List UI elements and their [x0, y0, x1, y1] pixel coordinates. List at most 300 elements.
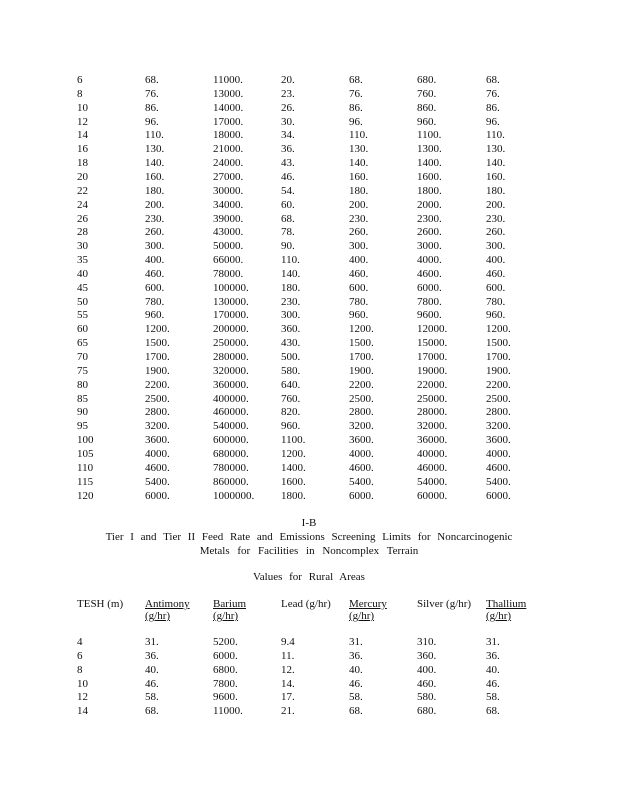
table-cell: 96.	[349, 115, 363, 128]
table-cell: 17000.	[213, 115, 244, 128]
table-cell: 46.	[486, 677, 500, 690]
table-cell: 46.	[349, 677, 363, 690]
table-cell: 4600.	[417, 267, 442, 280]
table-cell: 90.	[281, 240, 295, 253]
table-row	[0, 142, 618, 156]
table-row	[0, 322, 618, 336]
table-row	[0, 663, 618, 677]
table-row	[0, 308, 618, 322]
table-row	[0, 378, 618, 392]
table-cell: 54.	[281, 184, 295, 197]
table-row	[0, 239, 618, 253]
table-cell: 1400.	[281, 461, 306, 474]
table-cell: 5200.	[213, 636, 238, 648]
table-cell: 2500.	[486, 392, 511, 405]
table-cell: 110.	[486, 129, 505, 142]
table-cell: 110.	[349, 129, 368, 142]
table-cell: 2600.	[417, 226, 442, 239]
table-cell: 960.	[417, 115, 437, 128]
table-row	[0, 461, 618, 475]
table-cell: 5400.	[486, 475, 511, 488]
table-cell: 960.	[145, 309, 165, 322]
table-cell: 1600.	[417, 170, 442, 183]
table-cell: 110.	[281, 254, 300, 267]
table-cell: 11.	[281, 649, 295, 662]
table-cell: 21000.	[213, 143, 244, 156]
table-cell: 30000.	[213, 184, 244, 197]
table-row	[0, 447, 618, 461]
table-cell: 200.	[486, 198, 506, 211]
table-cell: 32000.	[417, 420, 448, 433]
table-cell: 2800.	[145, 406, 170, 419]
table-cell: 68.	[349, 705, 363, 718]
table-cell: 68.	[486, 74, 500, 86]
table-cell: 34000.	[213, 198, 244, 211]
table-cell: 12	[77, 691, 88, 704]
table-row	[0, 267, 618, 281]
table-cell: 110	[77, 461, 94, 474]
table-cell: 12	[77, 115, 88, 128]
table-cell: 400.	[145, 254, 165, 267]
table-cell: 6000.	[417, 281, 442, 294]
table-row	[0, 87, 618, 101]
table-row	[0, 212, 618, 226]
table-cell: 35	[77, 254, 88, 267]
table-cell: 860.	[417, 101, 437, 114]
table-cell: 760.	[417, 87, 437, 100]
table-cell: 22	[77, 184, 88, 197]
table-cell: 3600.	[349, 434, 374, 447]
table-cell: 68.	[349, 74, 363, 86]
table-cell: 31.	[349, 636, 363, 648]
table-cell: 40	[77, 267, 88, 280]
table-cell: 16	[77, 143, 88, 156]
table-cell: 1100.	[281, 434, 306, 447]
table-cell: 21.	[281, 705, 295, 718]
table-cell: 5400.	[145, 475, 170, 488]
table-cell: 180.	[486, 184, 506, 197]
table-cell: 46000.	[417, 461, 448, 474]
table-cell: 140.	[281, 267, 301, 280]
table-cell: 40.	[486, 663, 500, 676]
table-cell: 1400.	[417, 157, 442, 170]
table-cell: 280000.	[213, 351, 249, 363]
table-row	[0, 101, 618, 115]
table-cell: 6000.	[213, 649, 238, 662]
table-cell: 960.	[281, 420, 301, 433]
table-cell: 400.	[417, 663, 437, 676]
table-cell: 76.	[145, 87, 159, 100]
table-cell: 130.	[349, 143, 369, 156]
table-cell: 300.	[145, 240, 165, 253]
header-mercury	[349, 598, 387, 622]
table-cell: 960.	[349, 309, 369, 322]
table-cell: 43000.	[213, 226, 244, 239]
table-cell: 200.	[349, 198, 369, 211]
header-lead	[281, 598, 331, 610]
table-cell: 320000.	[213, 364, 249, 377]
table-cell: 430.	[281, 337, 301, 350]
table-cell: 4600.	[349, 461, 374, 474]
table-cell: 200000.	[213, 323, 249, 336]
table-cell: 45	[77, 281, 88, 294]
table-row	[0, 690, 618, 704]
table-cell: 1900.	[349, 364, 374, 377]
table-cell: 50000.	[213, 240, 244, 253]
table-cell: 130.	[145, 143, 165, 156]
table-cell: 20	[77, 170, 88, 183]
table-cell: 260.	[145, 226, 165, 239]
table-cell: 66000.	[213, 254, 244, 267]
table-row	[0, 281, 618, 295]
table-cell: 36.	[281, 143, 295, 156]
table-cell: 18	[77, 157, 88, 170]
table-cell: 160.	[486, 170, 506, 183]
table-cell: 105	[77, 447, 94, 460]
table-cell: 500.	[281, 351, 301, 363]
table-title-line-2: Metals for Facilities in Noncomplex Terrain	[199, 545, 419, 557]
table-row	[0, 649, 618, 663]
table-cell: 300.	[349, 240, 369, 253]
table-cell: 10	[77, 677, 88, 690]
table-cell: 15000.	[417, 337, 448, 350]
table-cell: 140.	[145, 157, 165, 170]
table-cell: 680.	[417, 705, 437, 718]
table-cell: 230.	[145, 212, 165, 225]
table-cell: 3200.	[349, 420, 374, 433]
table-cell: 4000.	[349, 447, 374, 460]
table-cell: 11000.	[213, 74, 243, 86]
table-cell: 1800.	[417, 184, 442, 197]
table-cell: 3000.	[417, 240, 442, 253]
table-cell: 1000000.	[213, 489, 255, 502]
table-cell: 65	[77, 337, 88, 350]
table-cell: 1700.	[349, 351, 374, 363]
table-cell: 86.	[349, 101, 363, 114]
table-cell: 4000.	[417, 254, 442, 267]
table-cell: 100000.	[213, 281, 249, 294]
table-cell: 2200.	[486, 378, 511, 391]
table-cell: 9.4	[281, 636, 295, 648]
table-cell: 250000.	[213, 337, 249, 350]
table-row	[0, 73, 618, 87]
table-cell: 680000.	[213, 447, 249, 460]
table-subtitle: Values for Rural Areas	[253, 571, 365, 583]
table-cell: 1200.	[281, 447, 306, 460]
table-cell: 58.	[349, 691, 363, 704]
table-cell: 860000.	[213, 475, 249, 488]
table-cell: 27000.	[213, 170, 244, 183]
table-cell: 76.	[349, 87, 363, 100]
table-cell: 180.	[145, 184, 165, 197]
table-cell: 14.	[281, 677, 295, 690]
table-cell: 2200.	[145, 378, 170, 391]
table-cell: 4000.	[486, 447, 511, 460]
table-row	[0, 295, 618, 309]
table-row	[0, 677, 618, 691]
header-barium-label: Barium	[213, 598, 246, 610]
table-cell: 70	[77, 351, 88, 363]
table-cell: 3200.	[145, 420, 170, 433]
table-cell: 1700.	[486, 351, 511, 363]
table-cell: 3600.	[486, 434, 511, 447]
header-barium	[213, 598, 246, 622]
table-cell: 1900.	[486, 364, 511, 377]
table-cell: 1500.	[349, 337, 374, 350]
table-cell: 120	[77, 489, 94, 502]
table-cell: 1600.	[281, 475, 306, 488]
table-cell: 140.	[349, 157, 369, 170]
table-cell: 40000.	[417, 447, 448, 460]
table-cell: 6800.	[213, 663, 238, 676]
table-cell: 90	[77, 406, 88, 419]
table-row	[0, 405, 618, 419]
table-row	[0, 115, 618, 129]
table-cell: 780.	[145, 295, 165, 308]
table-row	[0, 128, 618, 142]
table-cell: 460.	[349, 267, 369, 280]
table-cell: 6	[77, 74, 83, 86]
table-cell: 4000.	[145, 447, 170, 460]
table-cell: 18000.	[213, 129, 244, 142]
table-cell: 80	[77, 378, 88, 391]
table-cell: 230.	[349, 212, 369, 225]
table-row	[0, 433, 618, 447]
table-cell: 230.	[486, 212, 506, 225]
table-cell: 78.	[281, 226, 295, 239]
table-row	[0, 225, 618, 239]
table-cell: 115	[77, 475, 94, 488]
table-cell: 36.	[486, 649, 500, 662]
header-tesh-label: TESH (m)	[77, 598, 124, 610]
table-cell: 36000.	[417, 434, 448, 447]
table-cell: 30.	[281, 115, 295, 128]
header-lead-label: Lead (g/hr)	[281, 598, 331, 610]
table-cell: 180.	[349, 184, 369, 197]
table-cell: 680.	[417, 74, 437, 86]
table-cell: 360000.	[213, 378, 249, 391]
header-thallium-label: Thallium	[486, 598, 527, 610]
table-cell: 26.	[281, 101, 295, 114]
table-cell: 130000.	[213, 295, 249, 308]
table-cell: 2800.	[349, 406, 374, 419]
table-cell: 460.	[417, 677, 437, 690]
table-cell: 7800.	[417, 295, 442, 308]
table-cell: 19000.	[417, 364, 448, 377]
table-cell: 68.	[145, 74, 159, 86]
table-cell: 22000.	[417, 378, 448, 391]
table-cell: 820.	[281, 406, 301, 419]
table-cell: 4600.	[486, 461, 511, 474]
table-cell: 360.	[281, 323, 301, 336]
table-cell: 580.	[417, 691, 437, 704]
table-row	[0, 253, 618, 267]
header-barium-unit: (g/hr)	[213, 610, 239, 622]
table-cell: 7800.	[213, 677, 238, 690]
table-cell: 1300.	[417, 143, 442, 156]
table-cell: 96.	[145, 115, 159, 128]
table-cell: 300.	[281, 309, 301, 322]
table-cell: 5400.	[349, 475, 374, 488]
header-mercury-label: Mercury	[349, 598, 387, 610]
table-cell: 640.	[281, 378, 301, 391]
table-cell: 760.	[281, 392, 301, 405]
header-thallium-unit: (g/hr)	[486, 610, 512, 622]
table-cell: 54000.	[417, 475, 448, 488]
table-cell: 230.	[281, 295, 301, 308]
table-cell: 1100.	[417, 129, 442, 142]
table-cell: 86.	[486, 101, 500, 114]
table-cell: 23.	[281, 87, 295, 100]
table-cell: 36.	[145, 649, 159, 662]
table-cell: 76.	[486, 87, 500, 100]
table-cell: 460.	[486, 267, 506, 280]
table-cell: 300.	[486, 240, 506, 253]
table-cell: 68.	[486, 705, 500, 718]
table-cell: 170000.	[213, 309, 249, 322]
table-cell: 600.	[486, 281, 506, 294]
table-cell: 6000.	[349, 489, 374, 502]
table-cell: 310.	[417, 636, 437, 648]
table-cell: 200.	[145, 198, 165, 211]
table-cell: 86.	[145, 101, 159, 114]
table-cell: 400000.	[213, 392, 249, 405]
header-tesh	[77, 598, 123, 610]
table-cell: 11000.	[213, 705, 243, 718]
table-cell: 12.	[281, 663, 295, 676]
table-cell: 1200.	[486, 323, 511, 336]
table-cell: 34.	[281, 129, 295, 142]
table-cell: 1800.	[281, 489, 306, 502]
table-row	[0, 704, 618, 718]
table-cell: 600.	[349, 281, 369, 294]
table-cell: 12000.	[417, 323, 448, 336]
table-cell: 460000.	[213, 406, 249, 419]
table-cell: 31.	[145, 636, 159, 648]
table-cell: 17.	[281, 691, 295, 704]
table-row	[0, 635, 618, 649]
table-cell: 400.	[486, 254, 506, 267]
header-antimony	[145, 598, 190, 622]
table-row	[0, 170, 618, 184]
table-cell: 1700.	[145, 351, 170, 363]
table-cell: 960.	[486, 309, 506, 322]
table-cell: 85	[77, 392, 88, 405]
table-cell: 58.	[145, 691, 159, 704]
table-cell: 68.	[281, 212, 295, 225]
table-cell: 40.	[349, 663, 363, 676]
table-row	[0, 364, 618, 378]
table-row	[0, 184, 618, 198]
table-cell: 14	[77, 705, 88, 718]
table-cell: 180.	[281, 281, 301, 294]
header-thallium	[486, 598, 526, 622]
table-row	[0, 198, 618, 212]
table-cell: 26	[77, 212, 88, 225]
table-row	[0, 350, 618, 364]
table-cell: 60.	[281, 198, 295, 211]
table-cell: 43.	[281, 157, 295, 170]
table-cell: 40.	[145, 663, 159, 676]
table-cell: 1900.	[145, 364, 170, 377]
table-cell: 4600.	[145, 461, 170, 474]
table-cell: 160.	[145, 170, 165, 183]
table-cell: 78000.	[213, 267, 244, 280]
table-row	[0, 489, 618, 503]
header-mercury-unit: (g/hr)	[349, 610, 375, 622]
table-cell: 13000.	[213, 87, 244, 100]
table-cell: 360.	[417, 649, 437, 662]
table-cell: 110.	[145, 129, 164, 142]
table-cell: 25000.	[417, 392, 448, 405]
table-cell: 780000.	[213, 461, 249, 474]
table-cell: 1500.	[486, 337, 511, 350]
table-cell: 780.	[486, 295, 506, 308]
table-cell: 6	[77, 649, 83, 662]
table-cell: 58.	[486, 691, 500, 704]
table-cell: 260.	[349, 226, 369, 239]
table-cell: 28000.	[417, 406, 448, 419]
table-cell: 2300.	[417, 212, 442, 225]
table-cell: 14000.	[213, 101, 244, 114]
table-cell: 60000.	[417, 489, 448, 502]
table-cell: 100	[77, 434, 94, 447]
table-cell: 95	[77, 420, 88, 433]
table-cell: 50	[77, 295, 88, 308]
table-cell: 14	[77, 129, 88, 142]
header-antimony-unit: (g/hr)	[145, 610, 171, 622]
table-cell: 9600.	[213, 691, 238, 704]
table-cell: 24000.	[213, 157, 244, 170]
table-cell: 68.	[145, 705, 159, 718]
table-cell: 140.	[486, 157, 506, 170]
table-cell: 60	[77, 323, 88, 336]
table-cell: 46.	[145, 677, 159, 690]
table-cell: 10	[77, 101, 88, 114]
section-id: I-B	[301, 517, 317, 529]
table-cell: 8	[77, 663, 83, 676]
table-row	[0, 392, 618, 406]
table-cell: 1200.	[145, 323, 170, 336]
table-row	[0, 419, 618, 433]
table-cell: 6000.	[145, 489, 170, 502]
table-cell: 36.	[349, 649, 363, 662]
table-cell: 96.	[486, 115, 500, 128]
table-cell: 1500.	[145, 337, 170, 350]
table-cell: 580.	[281, 364, 301, 377]
table-cell: 28	[77, 226, 88, 239]
table-cell: 600000.	[213, 434, 249, 447]
table-row	[0, 156, 618, 170]
table-cell: 460.	[145, 267, 165, 280]
table-cell: 400.	[349, 254, 369, 267]
table-cell: 2200.	[349, 378, 374, 391]
table-cell: 1200.	[349, 323, 374, 336]
table-cell: 2800.	[486, 406, 511, 419]
table-cell: 780.	[349, 295, 369, 308]
table-cell: 24	[77, 198, 88, 211]
header-silver	[417, 598, 471, 610]
table-title-line-1: Tier I and Tier II Feed Rate and Emissions Screening Limits for Noncarcinogenic	[105, 531, 513, 543]
table-cell: 2500.	[349, 392, 374, 405]
table-cell: 4	[77, 636, 83, 648]
table-row	[0, 475, 618, 489]
table-cell: 20.	[281, 74, 295, 86]
table-cell: 39000.	[213, 212, 244, 225]
table-cell: 130.	[486, 143, 506, 156]
table-cell: 600.	[145, 281, 165, 294]
table-cell: 540000.	[213, 420, 249, 433]
